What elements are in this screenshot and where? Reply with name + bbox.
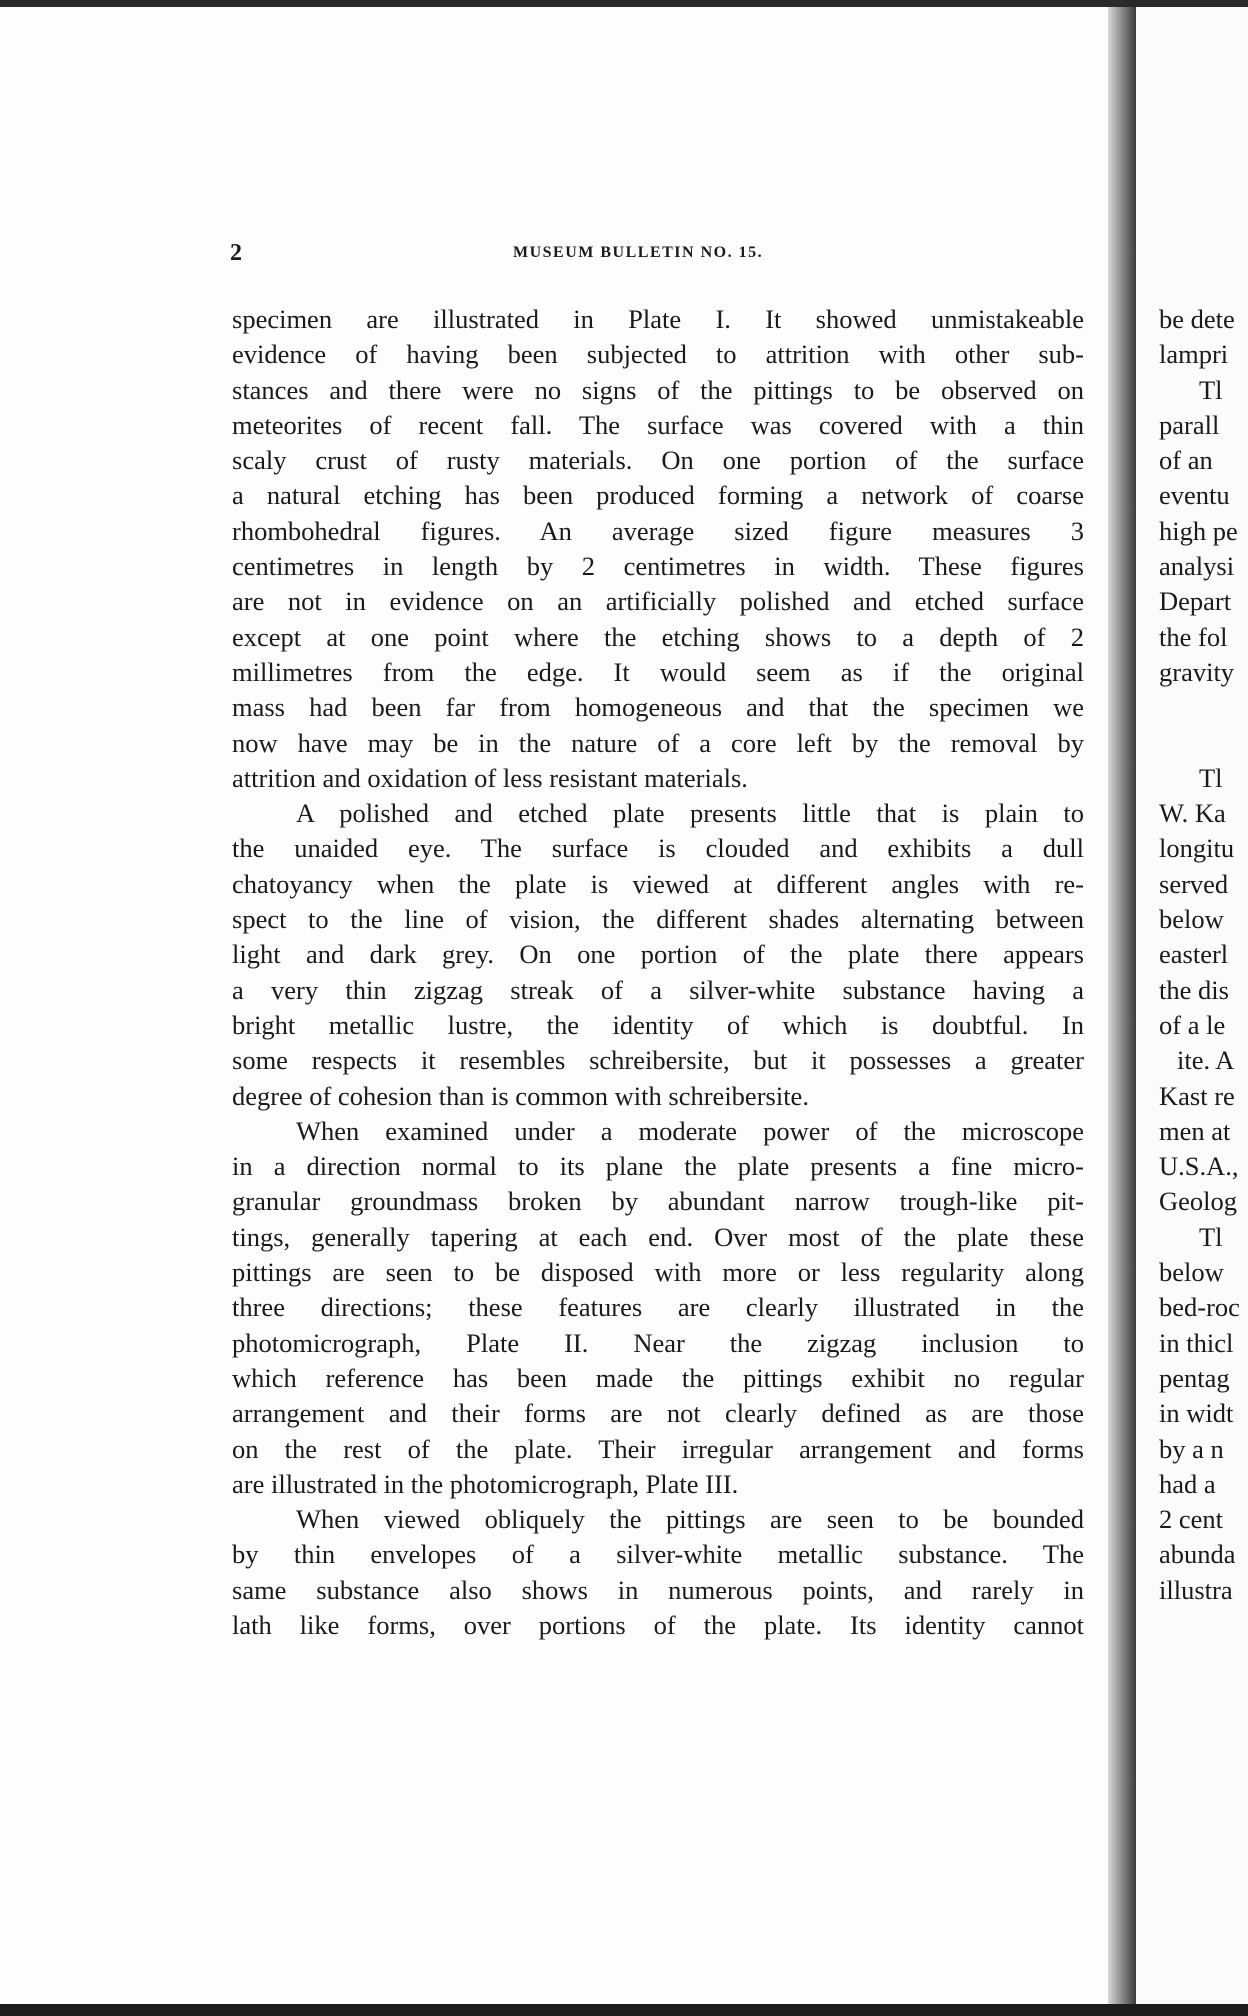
text-line: except at one point where the etching shows to a depth of 2	[232, 621, 1084, 652]
text-line: evidence of having been subjected to attrition with other sub-	[232, 339, 1084, 370]
facing-text-line: gravity	[1159, 656, 1235, 687]
text-line: spect to the line of vision, the different shades alternating between	[232, 904, 1084, 935]
facing-text-line: men at	[1159, 1115, 1231, 1146]
facing-text-line: of a le	[1159, 1009, 1226, 1040]
facing-text-line: Tl	[1199, 1221, 1223, 1252]
facing-text-line: Tl	[1199, 374, 1223, 405]
text-line: light and dark grey. On one portion of the plate there appears	[232, 939, 1084, 970]
body-text	[232, 302, 1084, 1643]
facing-page-text	[1159, 302, 1248, 1608]
facing-text-line: served	[1159, 868, 1229, 899]
text-line: a very thin zigzag streak of a silver-white substance having a	[232, 974, 1084, 1005]
facing-text-line: lampri	[1159, 339, 1229, 370]
text-line: which reference has been made the pittings exhibit no regular	[232, 1362, 1084, 1393]
facing-text-line: bed-roc	[1159, 1292, 1240, 1323]
facing-text-line: pentag	[1159, 1362, 1230, 1393]
text-line: mass had been far from homogeneous and that the specimen we	[232, 692, 1084, 723]
facing-text-line: analysi	[1159, 551, 1235, 582]
facing-text-line	[1159, 690, 1248, 725]
page-number: 2	[230, 240, 242, 266]
facing-text-line: the fol	[1159, 621, 1228, 652]
facing-text-line: the dis	[1159, 974, 1229, 1005]
paragraph-start-line: When viewed obliquely the pittings are seen to be bounded	[296, 1504, 1084, 1535]
facing-text-line: eventu	[1159, 480, 1230, 511]
text-line: photomicrograph, Plate II. Near the zigzag inclusion to	[232, 1327, 1084, 1358]
text-line: bright metallic lustre, the identity of which is doubtful. In	[232, 1009, 1084, 1040]
facing-text-line: in widt	[1159, 1398, 1234, 1429]
text-line: degree of cohesion than is common with schreibersite.	[232, 1080, 809, 1111]
facing-text-line: by a n	[1159, 1433, 1224, 1464]
text-line: on the rest of the plate. Their irregular arrangement and forms	[232, 1433, 1084, 1464]
facing-text-line: Kast re	[1159, 1080, 1235, 1111]
text-line: chatoyancy when the plate is viewed at different angles with re-	[232, 868, 1084, 899]
facing-text-line: ite. A	[1177, 1045, 1235, 1076]
text-line: lath like forms, over portions of the plate. Its identity cannot	[232, 1609, 1084, 1640]
facing-text-line: of an	[1159, 445, 1213, 476]
facing-page	[1136, 7, 1248, 2004]
running-head: MUSEUM BULLETIN NO. 15.	[513, 244, 764, 261]
facing-text-line: parall	[1159, 409, 1220, 440]
facing-text-line: U.S.A.,	[1159, 1151, 1239, 1182]
text-line: tings, generally tapering at each end. Over most of the plate these	[232, 1221, 1084, 1252]
text-line: pittings are seen to be disposed with more or less regularity along	[232, 1257, 1084, 1288]
text-line: granular groundmass broken by abundant narrow trough-like pit-	[232, 1186, 1084, 1217]
facing-text-line: illustra	[1159, 1574, 1233, 1605]
text-line: some respects it resembles schreibersite, but it possesses a greater	[232, 1045, 1084, 1076]
text-line: specimen are illustrated in Plate I. It showed unmistakeable	[232, 304, 1084, 334]
text-line: meteorites of recent fall. The surface was covered with a thin	[232, 409, 1084, 440]
text-line: in a direction normal to its plane the plate presents a fine micro-	[232, 1151, 1084, 1182]
text-line: centimetres in length by 2 centimetres in width. These figures	[232, 551, 1084, 582]
text-line: attrition and oxidation of less resistant materials.	[232, 762, 748, 793]
text-line: same substance also shows in numerous points, and rarely in	[232, 1574, 1084, 1605]
facing-text-line: below	[1159, 1257, 1224, 1288]
paragraph-start-line: When examined under a moderate power of the microscope	[296, 1115, 1084, 1146]
text-line: scaly crust of rusty materials. On one portion of the surface	[232, 445, 1084, 476]
facing-text-line: Depart	[1159, 586, 1232, 617]
bottom-scan-border	[0, 2004, 1248, 2016]
facing-text-line: abunda	[1159, 1539, 1236, 1570]
text-line: millimetres from the edge. It would seem as if the original	[232, 656, 1084, 687]
text-line: rhombohedral figures. An average sized figure measures 3	[232, 515, 1084, 546]
page-header	[230, 240, 1086, 268]
text-line: are not in evidence on an artificially polished and etched surface	[232, 586, 1084, 617]
facing-text-line: Tl	[1199, 762, 1223, 793]
text-line: three directions; these features are clearly illustrated in the	[232, 1292, 1084, 1323]
facing-text-line: 2 cent	[1159, 1504, 1224, 1535]
text-line: now have may be in the nature of a core left by the removal by	[232, 727, 1084, 758]
facing-text-line: longitu	[1159, 833, 1235, 864]
text-line: the unaided eye. The surface is clouded and exhibits a dull	[232, 833, 1084, 864]
text-line: are illustrated in the photomicrograph, Plate III.	[232, 1468, 739, 1499]
facing-text-line: be dete	[1159, 304, 1235, 334]
facing-text-line: W. Ka	[1159, 798, 1226, 829]
text-line: a natural etching has been produced forming a network of coarse	[232, 480, 1084, 511]
paragraph-start-line: A polished and etched plate presents little that is plain to	[296, 798, 1084, 829]
text-line: stances and there were no signs of the pittings to be observed on	[232, 374, 1084, 405]
text-line: by thin envelopes of a silver-white metallic substance. The	[232, 1539, 1084, 1570]
facing-text-line: in thicl	[1159, 1327, 1234, 1358]
facing-text-line	[1159, 726, 1248, 761]
top-scan-border	[0, 0, 1248, 7]
text-line: arrangement and their forms are not clearly defined as are those	[232, 1398, 1084, 1429]
facing-text-line: easterl	[1159, 939, 1229, 970]
book-gutter	[1108, 7, 1136, 2004]
facing-text-line: high pe	[1159, 515, 1238, 546]
facing-text-line: Geolog	[1159, 1186, 1238, 1217]
facing-text-line: had a	[1159, 1468, 1216, 1499]
facing-text-line: below	[1159, 904, 1224, 935]
